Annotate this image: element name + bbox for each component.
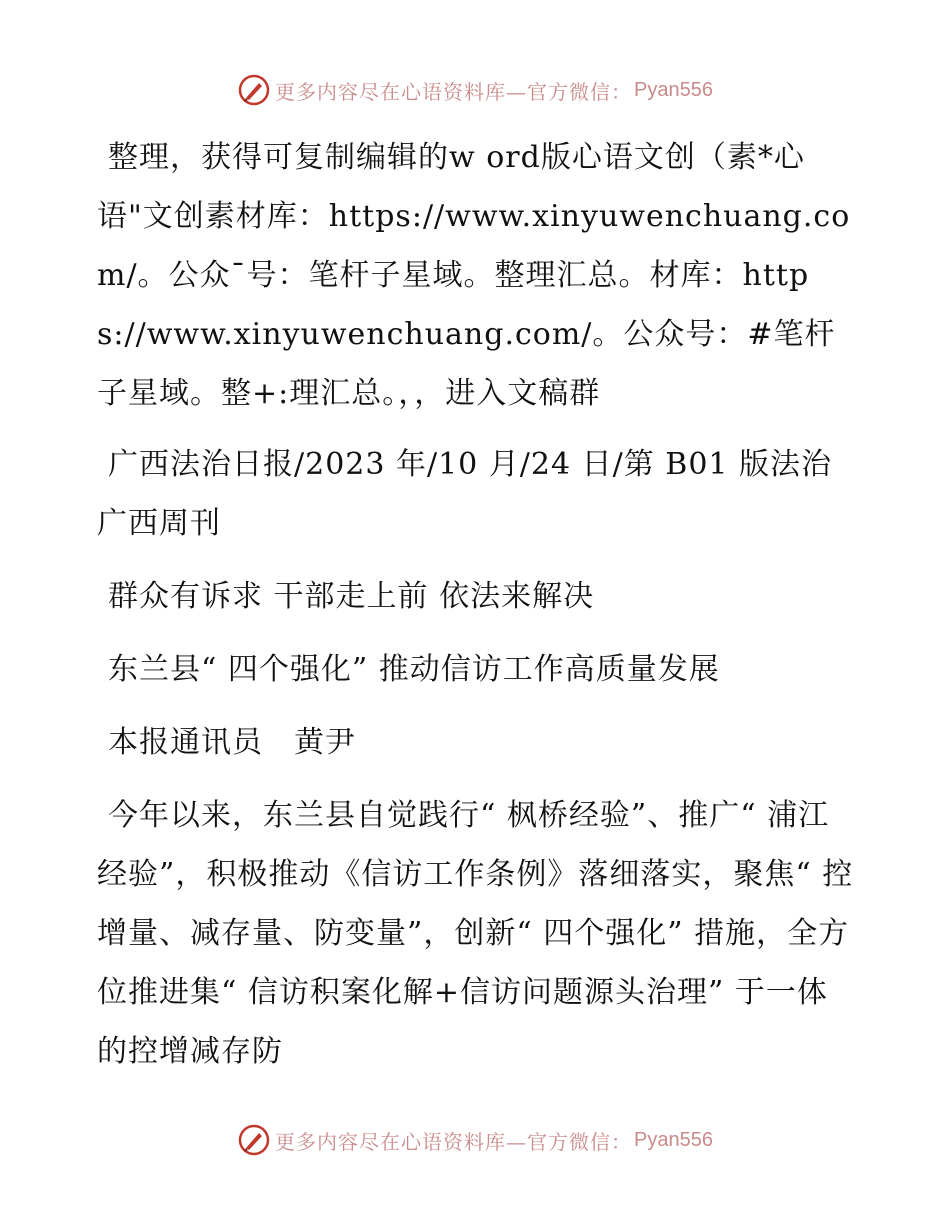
pen-logo-icon: [237, 73, 271, 107]
watermark-text: 更多内容尽在心语资料库—官方微信：: [275, 1129, 633, 1154]
watermark-text: 更多内容尽在心语资料库—官方微信：: [275, 79, 633, 104]
watermark-wechat-id: Pyan556: [634, 78, 713, 101]
headline-kicker: 群众有诉求 干部走上前 依法来解决: [108, 579, 595, 614]
header-watermark: [0, 70, 950, 110]
watermark-wechat-id: Pyan556: [634, 1128, 713, 1151]
headline-title: 东兰县“ 四个强化” 推动信访工作高质量发展: [108, 652, 720, 687]
byline: 本报通讯员 黄尹: [108, 725, 356, 760]
intro-paragraph: 整理，获得可复制编辑的w ord版心语文创（素*心语"文创素材库：https://www.xinyuwenchuang.com/。公众¯号：笔杆子星域。整理汇总。材库：https://www.xinyuwenchuang.com/。公众号：#笔杆子星域。整+:理汇总。，，进入文稿群: [97, 140, 851, 411]
body-paragraph: 今年以来，东兰县自觉践行“ 枫桥经验”、推广“ 浦江经验”，积极推动《信访工作条例》落细落实，聚焦“ 控增量、减存量、防变量”，创新“ 四个强化” 措施，全方位推进集“ 信访积案化解+信访问题源头治理” 于一体的控增减存防: [97, 798, 854, 1069]
pen-logo-icon: [237, 1123, 271, 1157]
footer-watermark: [0, 1120, 950, 1160]
source-line: 广西法治日报/2023 年/10 月/24 日/第 B01 版法治广西周刊: [97, 447, 833, 541]
document-body: [97, 128, 857, 1081]
